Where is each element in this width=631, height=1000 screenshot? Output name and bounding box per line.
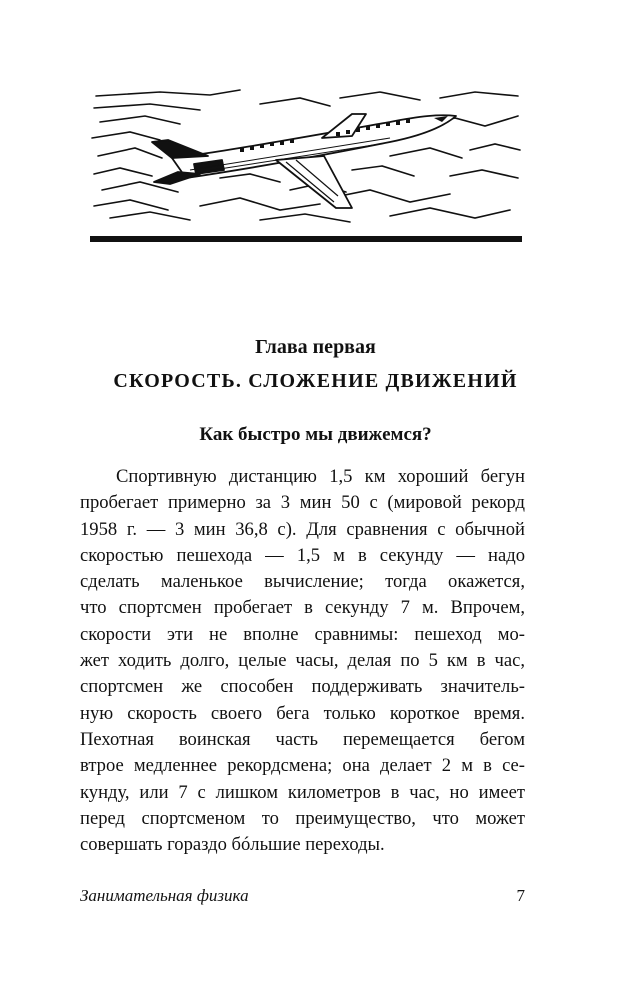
- paragraph-line: кунду, или 7 с лишком километров в час, но имеет: [80, 781, 525, 803]
- body-paragraph: [80, 464, 525, 858]
- paragraph-line: перед спортсменом то преимущество, что может: [80, 807, 525, 829]
- paragraph-line: что спортсмен пробегает в секунду 7 м. Впрочем,: [80, 597, 525, 619]
- paragraph-line: скорости эти не вполне сравнимы: пешеход мо-: [80, 623, 525, 645]
- chapter-label: Глава первая: [255, 336, 376, 358]
- page-number: 7: [516, 886, 525, 905]
- airplane-drawing: [90, 86, 522, 246]
- paragraph-line: Спортивную дистанцию 1,5 км хороший бегун: [116, 466, 525, 487]
- section-heading: Как быстро мы движемся?: [199, 424, 432, 445]
- running-footer-title: Занимательная физика: [80, 886, 249, 905]
- paragraph-line: втрое медленнее рекордсмена; она делает 2 м в се-: [80, 755, 525, 777]
- paragraph-line: Пехотная воинская часть перемещается бегом: [80, 728, 525, 750]
- airplane-illustration: [90, 86, 522, 246]
- paragraph-line: скоростью пешехода — 1,5 м в секунду — надо: [80, 544, 525, 566]
- paragraph-line: 1958 г. — 3 мин 36,8 с). Для сравнения с обычной: [80, 518, 525, 540]
- paragraph-line: спортсмен же способен поддерживать значитель-: [80, 676, 525, 698]
- paragraph-line: пробегает примерно за 3 мин 50 с (мировой рекорд: [80, 492, 525, 514]
- paragraph-line: ную скорость своего бега только короткое время.: [80, 702, 525, 724]
- chapter-title: СКОРОСТЬ. СЛОЖЕНИЕ ДВИЖЕНИЙ: [113, 370, 518, 392]
- paragraph-line: жет ходить долго, целые часы, делая по 5 км в час,: [80, 650, 525, 672]
- paragraph-line: сделать маленькое вычисление; тогда окажется,: [80, 571, 525, 593]
- paragraph-line: совершать гораздо бóльшие переходы.: [80, 834, 385, 856]
